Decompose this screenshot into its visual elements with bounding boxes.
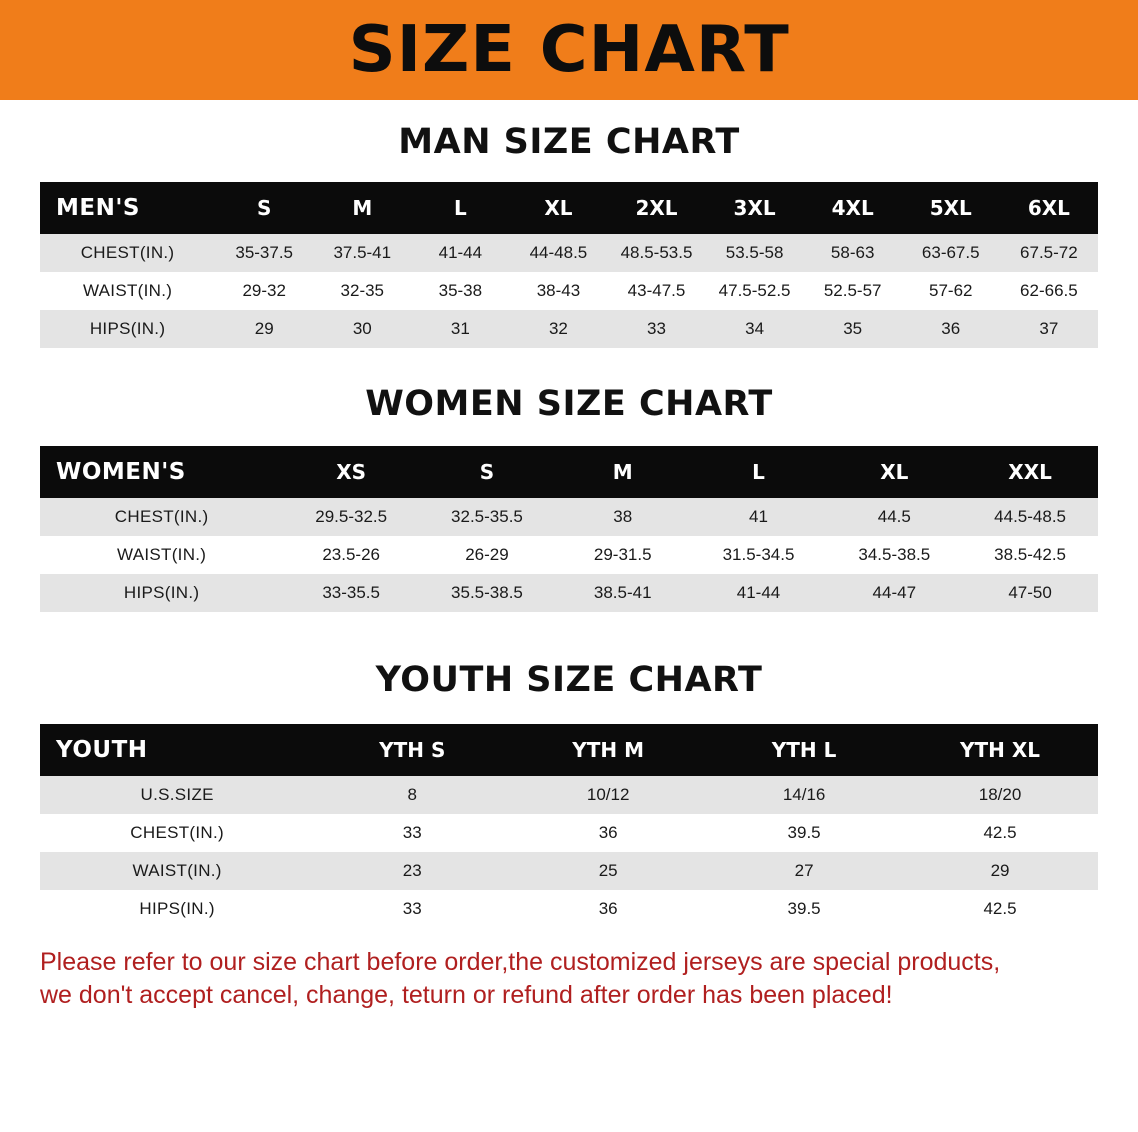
youth-row-label-header: YOUTH [40,724,314,776]
women-size-table [40,446,1098,612]
youth-row-label-2: WAIST(IN.) [40,852,314,890]
man-cell-0-5: 53.5-58 [706,234,804,272]
women-cell-2-3: 41-44 [691,574,827,612]
man-cell-2-8: 37 [1000,310,1098,348]
women-col-5: XXL [962,446,1098,498]
man-cell-2-3: 32 [509,310,607,348]
table-row [40,498,1098,536]
women-cell-1-3: 31.5-34.5 [691,536,827,574]
youth-col-1: YTH M [510,724,706,776]
man-cell-0-4: 48.5-53.5 [607,234,705,272]
women-cell-2-0: 33-35.5 [283,574,419,612]
man-col-0: S [215,182,313,234]
women-row-label-header: WOMEN'S [40,446,283,498]
man-cell-2-4: 33 [607,310,705,348]
youth-cell-1-0: 33 [314,814,510,852]
man-col-4: 2XL [607,182,705,234]
man-cell-2-0: 29 [215,310,313,348]
women-cell-0-1: 32.5-35.5 [419,498,555,536]
youth-cell-1-2: 39.5 [706,814,902,852]
youth-cell-0-3: 18/20 [902,776,1098,814]
women-cell-2-5: 47-50 [962,574,1098,612]
women-cell-1-2: 29-31.5 [555,536,691,574]
women-row-label-1: WAIST(IN.) [40,536,283,574]
youth-col-0: YTH S [314,724,510,776]
table-row [40,852,1098,890]
women-row-label-0: CHEST(IN.) [40,498,283,536]
policy-note [0,946,1138,1012]
women-cell-1-1: 26-29 [419,536,555,574]
youth-cell-3-0: 33 [314,890,510,928]
youth-cell-1-1: 36 [510,814,706,852]
table-row [40,890,1098,928]
man-cell-1-2: 35-38 [411,272,509,310]
man-cell-1-1: 32-35 [313,272,411,310]
table-row [40,234,1098,272]
youth-cell-2-3: 29 [902,852,1098,890]
man-row-label-header: MEN'S [40,182,215,234]
man-cell-1-3: 38-43 [509,272,607,310]
youth-cell-3-2: 39.5 [706,890,902,928]
women-section-title: WOMEN SIZE CHART [365,384,773,424]
youth-cell-3-3: 42.5 [902,890,1098,928]
youth-cell-2-2: 27 [706,852,902,890]
man-col-2: L [411,182,509,234]
man-col-5: 3XL [706,182,804,234]
youth-col-3: YTH XL [902,724,1098,776]
women-col-0: XS [283,446,419,498]
man-cell-2-7: 36 [902,310,1000,348]
man-cell-0-0: 35-37.5 [215,234,313,272]
man-row-label-1: WAIST(IN.) [40,272,215,310]
man-cell-1-6: 52.5-57 [804,272,902,310]
women-cell-0-4: 44.5 [826,498,962,536]
youth-cell-0-2: 14/16 [706,776,902,814]
women-cell-2-2: 38.5-41 [555,574,691,612]
man-cell-1-7: 57-62 [902,272,1000,310]
youth-size-table [40,724,1098,928]
table-header-row [40,446,1098,498]
women-table-wrap [0,446,1138,612]
man-cell-2-6: 35 [804,310,902,348]
youth-row-label-1: CHEST(IN.) [40,814,314,852]
banner [0,0,1138,100]
table-row [40,776,1098,814]
man-cell-2-2: 31 [411,310,509,348]
women-cell-1-4: 34.5-38.5 [826,536,962,574]
women-cell-1-5: 38.5-42.5 [962,536,1098,574]
women-cell-0-2: 38 [555,498,691,536]
youth-cell-2-1: 25 [510,852,706,890]
youth-table-wrap [0,724,1138,928]
man-col-3: XL [509,182,607,234]
man-cell-0-8: 67.5-72 [1000,234,1098,272]
man-cell-2-5: 34 [706,310,804,348]
table-row [40,574,1098,612]
women-cell-0-0: 29.5-32.5 [283,498,419,536]
women-col-2: M [555,446,691,498]
man-col-6: 4XL [804,182,902,234]
women-cell-2-1: 35.5-38.5 [419,574,555,612]
women-col-1: S [419,446,555,498]
youth-cell-0-0: 8 [314,776,510,814]
man-row-label-0: CHEST(IN.) [40,234,215,272]
women-row-label-2: HIPS(IN.) [40,574,283,612]
youth-cell-0-1: 10/12 [510,776,706,814]
man-cell-0-3: 44-48.5 [509,234,607,272]
table-header-row [40,724,1098,776]
man-cell-1-8: 62-66.5 [1000,272,1098,310]
man-cell-0-1: 37.5-41 [313,234,411,272]
policy-note-line-1: Please refer to our size chart before order,the customized jerseys are special products, [40,948,1001,976]
man-cell-0-6: 58-63 [804,234,902,272]
youth-row-label-0: U.S.SIZE [40,776,314,814]
man-cell-1-4: 43-47.5 [607,272,705,310]
man-cell-0-7: 63-67.5 [902,234,1000,272]
man-cell-0-2: 41-44 [411,234,509,272]
youth-row-label-3: HIPS(IN.) [40,890,314,928]
women-col-3: L [691,446,827,498]
youth-cell-1-3: 42.5 [902,814,1098,852]
women-cell-0-3: 41 [691,498,827,536]
women-cell-1-0: 23.5-26 [283,536,419,574]
man-table-wrap [0,182,1138,348]
women-cell-0-5: 44.5-48.5 [962,498,1098,536]
women-col-4: XL [826,446,962,498]
man-cell-2-1: 30 [313,310,411,348]
table-header-row [40,182,1098,234]
table-row [40,272,1098,310]
man-col-7: 5XL [902,182,1000,234]
man-cell-1-5: 47.5-52.5 [706,272,804,310]
man-col-1: M [313,182,411,234]
women-cell-2-4: 44-47 [826,574,962,612]
policy-note-line-2: we don't accept cancel, change, teturn or refund after order has been placed! [40,981,893,1009]
youth-col-2: YTH L [706,724,902,776]
youth-cell-2-0: 23 [314,852,510,890]
man-size-table [40,182,1098,348]
table-row [40,310,1098,348]
youth-cell-3-1: 36 [510,890,706,928]
man-cell-1-0: 29-32 [215,272,313,310]
banner-title: SIZE CHART [348,13,790,87]
youth-section-title: YOUTH SIZE CHART [375,660,763,700]
table-row [40,814,1098,852]
table-row [40,536,1098,574]
man-col-8: 6XL [1000,182,1098,234]
man-section-title: MAN SIZE CHART [398,122,740,162]
man-row-label-2: HIPS(IN.) [40,310,215,348]
